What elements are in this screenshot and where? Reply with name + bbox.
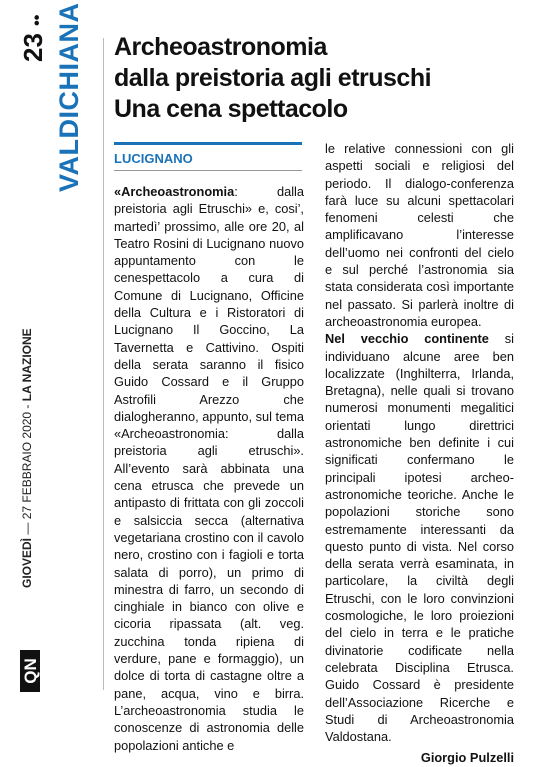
location-label: LUCIGNANO [114,151,193,166]
dateline-dash: - [20,404,34,409]
page-number [18,15,49,62]
date: 27 FEBBRAIO 2020 [20,411,34,520]
qn-logo-icon [20,650,40,692]
column-divider [103,38,104,690]
right-paragraph-2 [325,330,514,745]
location-bottom-rule [114,170,302,171]
right-body: si individuano alcune aree ben localizzate (Inghilterra, Irlanda, Bretagna), nelle quali si trovano numerosi monumenti megalitici orientati lungo direttrici astronomiche ben definite i cui significati confermano le principali ipotesi archeo-astronomiche teoriche. Anche le popolazioni storiche sono estremamente interessanti da questo punto di vista. Nel corso della serata verrà esaminata, in particolare, la civiltà degli Etruschi, con le loro convinzioni cosmologiche, le loro proiezioni del cielo in terra e le pratiche divinatorie codificate nella celebrata Disciplina Etrusca. Guido Cossard è presidente dell’Associazione Ricerche e Studi di Archeoastronomia Valdostana. [325,331,514,745]
left-paragraph [114,183,304,754]
dateline [20,328,34,588]
headline-line-2: dalla preistoria agli etruschi [114,64,432,92]
headline-line-1: Archeoastronomia [114,33,327,61]
location-top-rule [114,142,302,145]
margin-strip [0,0,90,710]
right-lead: Nel vecchio continente [325,331,489,347]
headline [114,32,539,125]
weekday: GIOVEDÌ [20,537,34,588]
article-column-right [325,140,514,767]
page-number-text: 23 [18,33,48,62]
byline: Giorgio Pulzelli [420,750,514,766]
section-name: VALDICHIANA [54,2,84,192]
left-lead: «Archeoastronomia [114,184,235,199]
dateline-separator: — [20,522,34,535]
left-body: : dalla preistoria agli Etruschi» e, cosi’, martedì’ prossimo, alle ore 20, al Teatro Rosini di Lucignano nuovo appuntamento con le cenespettacolo a cura di Comune di Lucignano, Officine della Cultura e i Ristoratori di Lucignano Il Goccino, La Tavernetta e Cattivino. Ospiti della serata saranno il fisico Guido Cossard e il Gruppo Astrofili Arezzo che dialogheranno, appunto, sul tema «Archeoastronomia: dalla preistoria agli etruschi». All’evento sarà abbinata una cena etrusca che prevede un antipasto di frittata con gli zoccoli e salsiccia secca (alternativa vegetariana crostino con il cavolo nero, crostino con i fagioli e torta salata di porro), un primo di minestra di farro, un secondo di cinghiale in bianco con olive e cicoria ripassata (alt. veg. zucchina tonda ripiena di verdure, pane e formaggio), un dolce di torta di castagne oltre a pane, acqua, vino e birra. L’archeoastronomia studia le conoscenze di astronomia delle popolazioni antiche e [114,184,304,753]
right-paragraph-1: le relative connessioni con gli aspetti sociali e religiosi del periodo. Il dialogo-conferenza farà luce su alcuni spettacolari fenomeni celesti che amplificavano l’interesse dell’uomo nei confronti del cielo e sul perché l’astronomia sia stata considerata così importante nel passato. Si parlerà inoltre di archeoastronomia europea. [325,141,514,329]
svg-text:QN: QN [21,658,40,684]
page-dots-icon: •• [29,14,46,26]
headline-line-3: Una cena spettacolo [114,95,348,123]
article-column-left [114,183,304,754]
newspaper-name: LA NAZIONE [20,328,34,402]
